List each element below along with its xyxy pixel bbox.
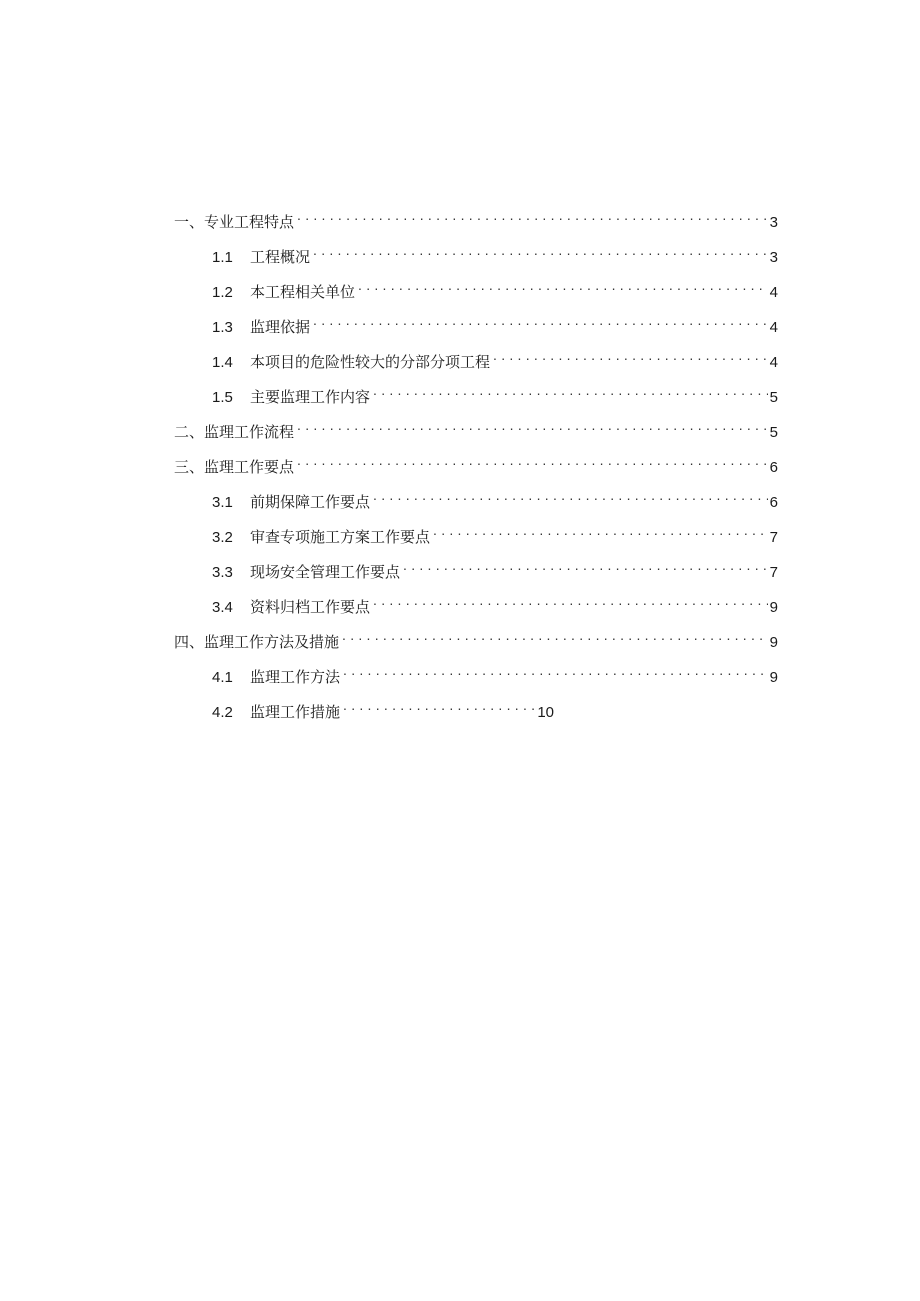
toc-entry-label: 四、监理工作方法及措施: [174, 633, 340, 651]
toc-entry-page: 4: [769, 284, 778, 301]
toc-entry-label: 现场安全管理工作要点: [250, 563, 401, 581]
toc-entry-label: 本工程相关单位: [250, 283, 356, 301]
toc-entry-page: 6: [769, 494, 778, 511]
toc-entry-number: 4.2: [212, 704, 233, 721]
toc-entry-label: 监理工作措施: [250, 703, 341, 721]
toc-entry-page: 9: [769, 634, 778, 651]
toc-entry-number: 3.2: [212, 529, 233, 546]
toc-entry-number: 3.3: [212, 564, 233, 581]
toc-entry-label: 二、监理工作流程: [174, 423, 295, 441]
toc-entry-4-1[interactable]: [212, 658, 778, 686]
toc-entry-number: 1.2: [212, 284, 233, 301]
toc-entry-number: 1.5: [212, 389, 233, 406]
toc-entry-3-2[interactable]: [212, 518, 778, 546]
toc-entry-3-3[interactable]: [212, 553, 778, 581]
toc-entry-label: 本项目的危险性较大的分部分项工程: [250, 353, 491, 371]
toc-entry-page: 3: [769, 249, 778, 266]
dot-leader: [493, 343, 768, 367]
toc-entry-section-1[interactable]: [174, 203, 778, 231]
toc-entry-section-3[interactable]: [174, 448, 778, 476]
toc-entry-number: 1.4: [212, 354, 233, 371]
toc-entry-label: 主要监理工作内容: [250, 388, 371, 406]
toc-entry-page: 9: [769, 669, 778, 686]
toc-entry-4-2[interactable]: [212, 693, 554, 721]
toc-entry-label: 审查专项施工方案工作要点: [250, 528, 431, 546]
toc-entry-label: 一、专业工程特点: [174, 213, 295, 231]
toc-entry-page: 7: [769, 564, 778, 581]
toc-entry-number: 4.1: [212, 669, 233, 686]
dot-leader: [297, 413, 768, 437]
dot-leader: [343, 658, 768, 682]
toc-entry-number: 1.3: [212, 319, 233, 336]
toc-entry-1-2[interactable]: [212, 273, 778, 301]
toc-entry-1-4[interactable]: [212, 343, 778, 371]
dot-leader: [297, 203, 768, 227]
toc-entry-page: 6: [769, 459, 778, 476]
dot-leader: [433, 518, 768, 542]
toc-entry-label: 监理工作方法: [250, 668, 341, 686]
toc-entry-page: 7: [769, 529, 778, 546]
dot-leader: [343, 693, 535, 717]
toc-entry-page: 4: [769, 319, 778, 336]
toc-entry-page: 5: [769, 389, 778, 406]
dot-leader: [403, 553, 768, 577]
toc-entry-page: 10: [537, 704, 554, 721]
toc-entry-label: 工程概况: [250, 248, 311, 266]
toc-entry-page: 4: [769, 354, 778, 371]
toc-entry-label: 前期保障工作要点: [250, 493, 371, 511]
toc-entry-label: 资料归档工作要点: [250, 598, 371, 616]
dot-leader: [313, 308, 768, 332]
toc-entry-1-1[interactable]: [212, 238, 778, 266]
dot-leader: [313, 238, 768, 262]
dot-leader: [373, 378, 768, 402]
dot-leader: [342, 623, 768, 647]
toc-entry-3-1[interactable]: [212, 483, 778, 511]
toc-entry-page: 5: [769, 424, 778, 441]
toc-entry-section-4[interactable]: [174, 623, 778, 651]
toc-entry-number: 3.4: [212, 599, 233, 616]
toc-entry-number: 1.1: [212, 249, 233, 266]
toc-entry-page: 3: [769, 214, 778, 231]
dot-leader: [358, 273, 768, 297]
toc-entry-label: 三、监理工作要点: [174, 458, 295, 476]
toc-entry-3-4[interactable]: [212, 588, 778, 616]
dot-leader: [373, 483, 768, 507]
toc-entry-1-3[interactable]: [212, 308, 778, 336]
toc-entry-label: 监理依据: [250, 318, 311, 336]
toc-entry-section-2[interactable]: [174, 413, 778, 441]
dot-leader: [297, 448, 768, 472]
toc-entry-1-5[interactable]: [212, 378, 778, 406]
dot-leader: [373, 588, 768, 612]
toc-entry-number: 3.1: [212, 494, 233, 511]
toc-entry-page: 9: [769, 599, 778, 616]
